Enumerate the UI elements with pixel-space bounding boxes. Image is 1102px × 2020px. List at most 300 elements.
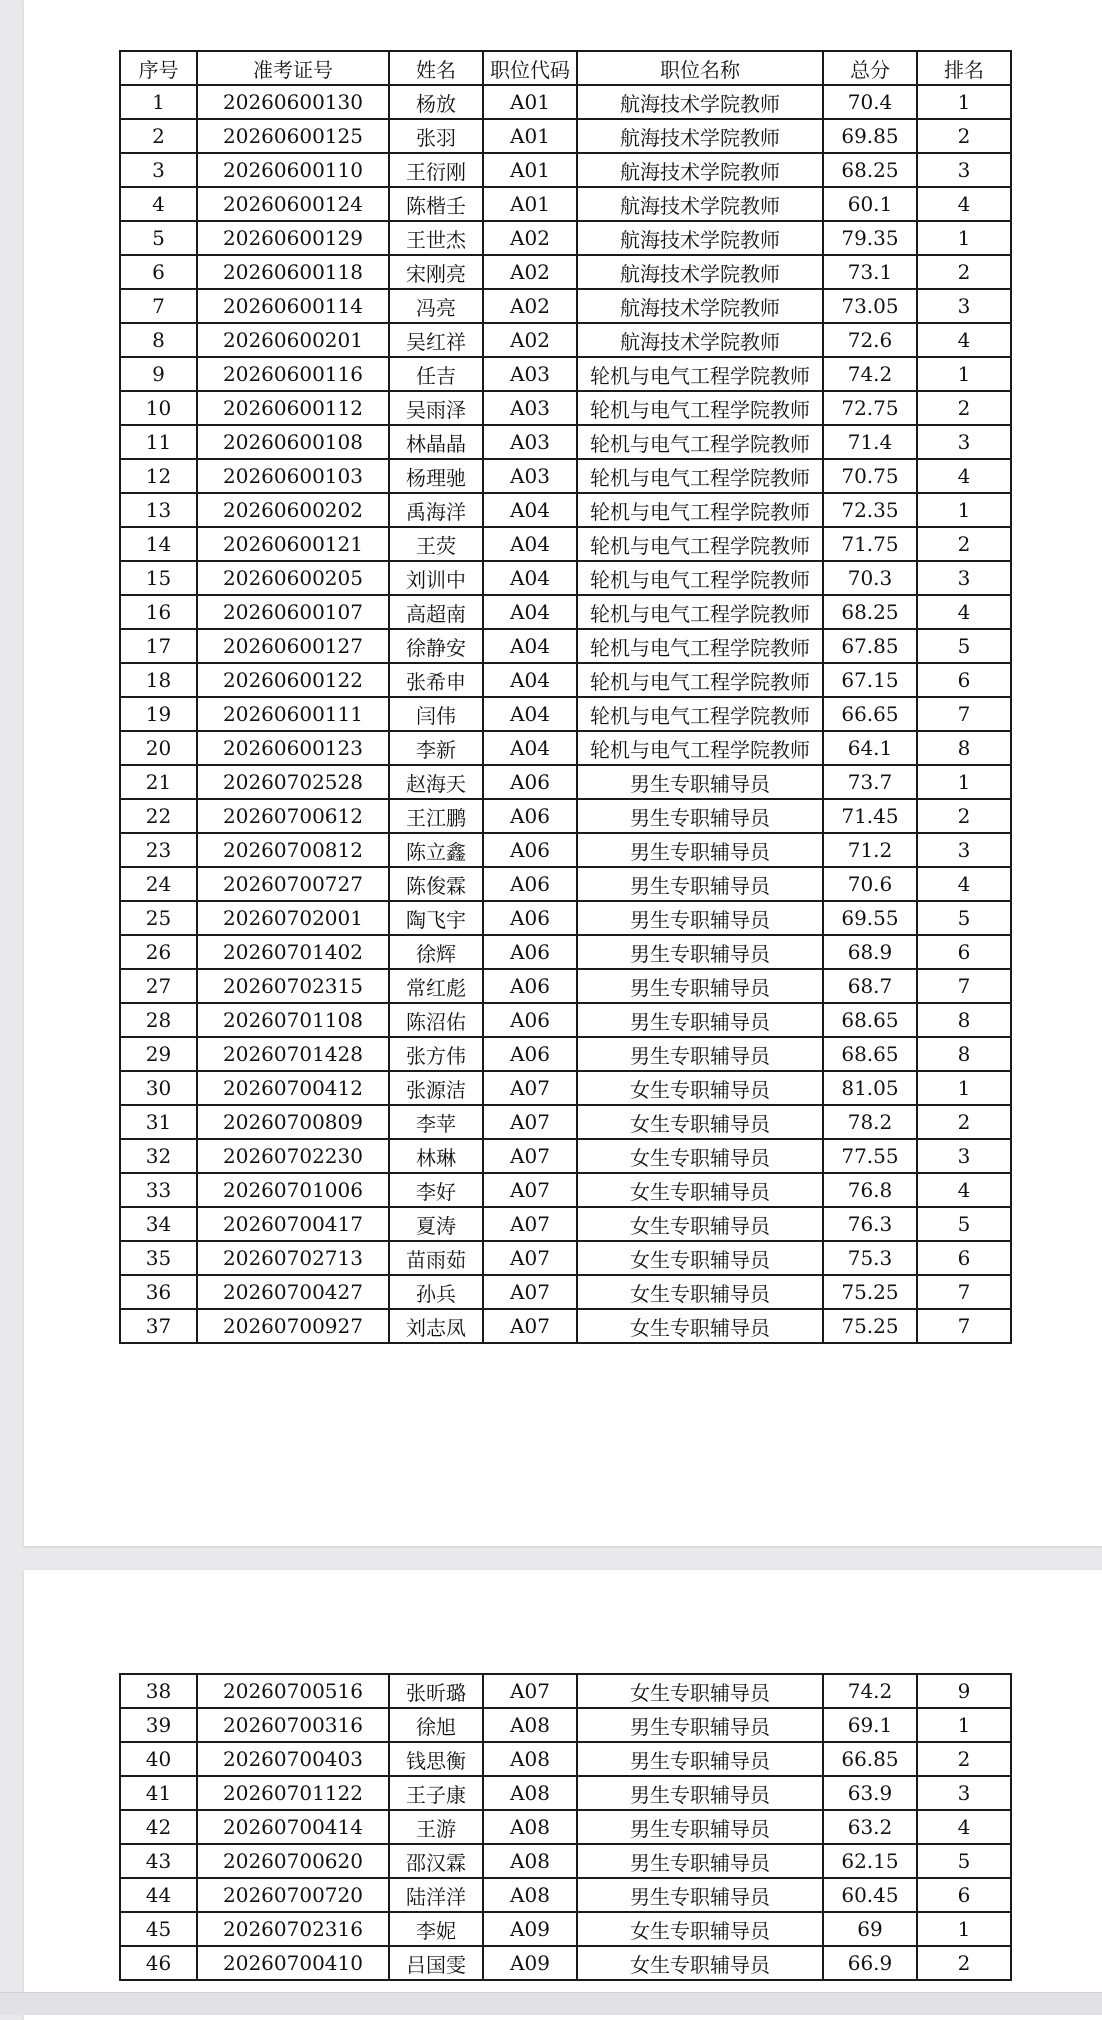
cell-rank: 8 <box>917 731 1011 765</box>
cell-index: 7 <box>120 289 197 323</box>
cell-exam-id: 20260600111 <box>197 697 389 731</box>
table-body <box>120 85 1011 1343</box>
cell-index: 8 <box>120 323 197 357</box>
cell-rank: 1 <box>917 1708 1011 1742</box>
cell-total-score: 70.75 <box>823 459 917 493</box>
cell-total-score: 71.75 <box>823 527 917 561</box>
table-row <box>120 1776 1011 1810</box>
cell-rank: 1 <box>917 357 1011 391</box>
table-row <box>120 663 1011 697</box>
cell-exam-id: 20260700612 <box>197 799 389 833</box>
cell-index: 31 <box>120 1105 197 1139</box>
cell-exam-id: 20260700427 <box>197 1275 389 1309</box>
cell-position-code: A07 <box>483 1309 577 1343</box>
score-table <box>119 50 1012 1344</box>
cell-exam-id: 20260702230 <box>197 1139 389 1173</box>
table-row <box>120 153 1011 187</box>
cell-index: 17 <box>120 629 197 663</box>
cell-index: 12 <box>120 459 197 493</box>
cell-position-name: 轮机与电气工程学院教师 <box>577 629 823 663</box>
table-row <box>120 867 1011 901</box>
cell-index: 27 <box>120 969 197 1003</box>
cell-name: 禹海洋 <box>389 493 483 527</box>
viewer-bottom-bar <box>0 1992 1102 2015</box>
cell-rank: 7 <box>917 969 1011 1003</box>
cell-rank: 3 <box>917 153 1011 187</box>
header-rank: 排名 <box>917 51 1011 85</box>
cell-name: 陆洋洋 <box>389 1878 483 1912</box>
cell-position-code: A06 <box>483 1037 577 1071</box>
cell-position-name: 轮机与电气工程学院教师 <box>577 391 823 425</box>
cell-index: 2 <box>120 119 197 153</box>
table-row <box>120 901 1011 935</box>
cell-position-name: 航海技术学院教师 <box>577 323 823 357</box>
cell-rank: 1 <box>917 221 1011 255</box>
cell-index: 23 <box>120 833 197 867</box>
cell-position-code: A08 <box>483 1810 577 1844</box>
table-row <box>120 731 1011 765</box>
cell-position-name: 男生专职辅导员 <box>577 1708 823 1742</box>
cell-position-code: A07 <box>483 1241 577 1275</box>
cell-index: 45 <box>120 1912 197 1946</box>
cell-position-code: A01 <box>483 153 577 187</box>
cell-exam-id: 20260701006 <box>197 1173 389 1207</box>
cell-name: 常红彪 <box>389 969 483 1003</box>
cell-rank: 6 <box>917 1241 1011 1275</box>
cell-total-score: 72.6 <box>823 323 917 357</box>
cell-position-code: A01 <box>483 85 577 119</box>
header-position-name: 职位名称 <box>577 51 823 85</box>
cell-position-code: A07 <box>483 1674 577 1708</box>
cell-rank: 5 <box>917 629 1011 663</box>
cell-exam-id: 20260700727 <box>197 867 389 901</box>
cell-index: 6 <box>120 255 197 289</box>
cell-index: 33 <box>120 1173 197 1207</box>
cell-position-code: A04 <box>483 561 577 595</box>
cell-position-code: A02 <box>483 289 577 323</box>
cell-total-score: 68.9 <box>823 935 917 969</box>
cell-total-score: 77.55 <box>823 1139 917 1173</box>
cell-position-name: 航海技术学院教师 <box>577 221 823 255</box>
table-row <box>120 833 1011 867</box>
cell-position-code: A01 <box>483 187 577 221</box>
cell-total-score: 68.65 <box>823 1003 917 1037</box>
cell-position-name: 男生专职辅导员 <box>577 901 823 935</box>
cell-position-code: A07 <box>483 1275 577 1309</box>
cell-index: 34 <box>120 1207 197 1241</box>
table-row <box>120 1139 1011 1173</box>
cell-rank: 3 <box>917 1139 1011 1173</box>
cell-rank: 3 <box>917 833 1011 867</box>
cell-name: 林琳 <box>389 1139 483 1173</box>
table-header-row <box>120 51 1011 85</box>
cell-rank: 2 <box>917 119 1011 153</box>
cell-rank: 1 <box>917 765 1011 799</box>
cell-rank: 7 <box>917 697 1011 731</box>
cell-exam-id: 20260600205 <box>197 561 389 595</box>
score-table-continued <box>119 1673 1012 1981</box>
cell-position-name: 轮机与电气工程学院教师 <box>577 697 823 731</box>
cell-total-score: 71.2 <box>823 833 917 867</box>
cell-position-name: 男生专职辅导员 <box>577 1844 823 1878</box>
cell-position-code: A04 <box>483 731 577 765</box>
cell-rank: 7 <box>917 1309 1011 1343</box>
cell-total-score: 66.9 <box>823 1946 917 1980</box>
cell-exam-id: 20260600130 <box>197 85 389 119</box>
cell-total-score: 73.7 <box>823 765 917 799</box>
cell-index: 40 <box>120 1742 197 1776</box>
cell-name: 陈立鑫 <box>389 833 483 867</box>
cell-position-code: A08 <box>483 1742 577 1776</box>
cell-total-score: 70.6 <box>823 867 917 901</box>
cell-total-score: 68.7 <box>823 969 917 1003</box>
cell-name: 宋刚亮 <box>389 255 483 289</box>
cell-total-score: 71.4 <box>823 425 917 459</box>
cell-total-score: 69.85 <box>823 119 917 153</box>
cell-index: 10 <box>120 391 197 425</box>
cell-exam-id: 20260700812 <box>197 833 389 867</box>
cell-name: 张希申 <box>389 663 483 697</box>
cell-total-score: 68.65 <box>823 1037 917 1071</box>
table-row <box>120 1173 1011 1207</box>
cell-exam-id: 20260700403 <box>197 1742 389 1776</box>
cell-position-name: 女生专职辅导员 <box>577 1105 823 1139</box>
table-row <box>120 357 1011 391</box>
document-page-2 <box>24 1570 1102 2020</box>
cell-position-name: 男生专职辅导员 <box>577 867 823 901</box>
cell-index: 18 <box>120 663 197 697</box>
cell-total-score: 60.45 <box>823 1878 917 1912</box>
table-row <box>120 1674 1011 1708</box>
table-row <box>120 323 1011 357</box>
cell-position-code: A03 <box>483 357 577 391</box>
cell-total-score: 75.25 <box>823 1275 917 1309</box>
cell-position-name: 航海技术学院教师 <box>577 153 823 187</box>
cell-exam-id: 20260600129 <box>197 221 389 255</box>
cell-position-name: 男生专职辅导员 <box>577 935 823 969</box>
cell-index: 30 <box>120 1071 197 1105</box>
cell-exam-id: 20260600107 <box>197 595 389 629</box>
cell-exam-id: 20260702316 <box>197 1912 389 1946</box>
cell-position-name: 轮机与电气工程学院教师 <box>577 493 823 527</box>
cell-position-name: 航海技术学院教师 <box>577 255 823 289</box>
cell-rank: 4 <box>917 867 1011 901</box>
cell-index: 46 <box>120 1946 197 1980</box>
cell-position-code: A06 <box>483 833 577 867</box>
cell-exam-id: 20260600124 <box>197 187 389 221</box>
cell-exam-id: 20260600202 <box>197 493 389 527</box>
cell-index: 20 <box>120 731 197 765</box>
cell-rank: 4 <box>917 1173 1011 1207</box>
cell-total-score: 75.25 <box>823 1309 917 1343</box>
cell-exam-id: 20260700720 <box>197 1878 389 1912</box>
cell-position-code: A07 <box>483 1173 577 1207</box>
cell-total-score: 70.3 <box>823 561 917 595</box>
cell-total-score: 74.2 <box>823 1674 917 1708</box>
cell-rank: 3 <box>917 1776 1011 1810</box>
table-row <box>120 935 1011 969</box>
cell-exam-id: 20260701428 <box>197 1037 389 1071</box>
table-row <box>120 1241 1011 1275</box>
cell-name: 王游 <box>389 1810 483 1844</box>
cell-rank: 4 <box>917 323 1011 357</box>
table-row <box>120 1309 1011 1343</box>
cell-rank: 1 <box>917 1912 1011 1946</box>
cell-rank: 4 <box>917 187 1011 221</box>
table-row <box>120 1275 1011 1309</box>
cell-total-score: 63.9 <box>823 1776 917 1810</box>
cell-exam-id: 20260600121 <box>197 527 389 561</box>
cell-total-score: 69.55 <box>823 901 917 935</box>
table-row <box>120 459 1011 493</box>
cell-exam-id: 20260600127 <box>197 629 389 663</box>
cell-position-name: 轮机与电气工程学院教师 <box>577 663 823 697</box>
cell-index: 28 <box>120 1003 197 1037</box>
cell-rank: 4 <box>917 595 1011 629</box>
cell-index: 35 <box>120 1241 197 1275</box>
cell-total-score: 63.2 <box>823 1810 917 1844</box>
cell-rank: 5 <box>917 1844 1011 1878</box>
cell-position-code: A01 <box>483 119 577 153</box>
cell-name: 林晶晶 <box>389 425 483 459</box>
cell-index: 32 <box>120 1139 197 1173</box>
cell-index: 16 <box>120 595 197 629</box>
cell-index: 13 <box>120 493 197 527</box>
cell-total-score: 69.1 <box>823 1708 917 1742</box>
cell-position-name: 轮机与电气工程学院教师 <box>577 561 823 595</box>
cell-position-code: A02 <box>483 255 577 289</box>
cell-position-code: A06 <box>483 765 577 799</box>
cell-index: 11 <box>120 425 197 459</box>
cell-position-name: 航海技术学院教师 <box>577 85 823 119</box>
cell-rank: 3 <box>917 289 1011 323</box>
cell-position-code: A06 <box>483 935 577 969</box>
cell-exam-id: 20260600110 <box>197 153 389 187</box>
cell-rank: 8 <box>917 1037 1011 1071</box>
cell-index: 1 <box>120 85 197 119</box>
table-row <box>120 1037 1011 1071</box>
cell-position-code: A03 <box>483 459 577 493</box>
cell-position-code: A04 <box>483 493 577 527</box>
cell-total-score: 64.1 <box>823 731 917 765</box>
header-index: 序号 <box>120 51 197 85</box>
cell-total-score: 67.85 <box>823 629 917 663</box>
cell-position-code: A07 <box>483 1071 577 1105</box>
cell-position-code: A08 <box>483 1708 577 1742</box>
cell-rank: 1 <box>917 1071 1011 1105</box>
cell-name: 张源洁 <box>389 1071 483 1105</box>
cell-name: 高超南 <box>389 595 483 629</box>
cell-position-name: 男生专职辅导员 <box>577 799 823 833</box>
cell-total-score: 60.1 <box>823 187 917 221</box>
cell-rank: 6 <box>917 935 1011 969</box>
cell-position-code: A08 <box>483 1844 577 1878</box>
cell-exam-id: 20260700316 <box>197 1708 389 1742</box>
cell-index: 43 <box>120 1844 197 1878</box>
cell-total-score: 74.2 <box>823 357 917 391</box>
table-row <box>120 1071 1011 1105</box>
cell-index: 9 <box>120 357 197 391</box>
cell-exam-id: 20260701402 <box>197 935 389 969</box>
cell-name: 杨理驰 <box>389 459 483 493</box>
table-row <box>120 85 1011 119</box>
table-row <box>120 1912 1011 1946</box>
cell-name: 张昕璐 <box>389 1674 483 1708</box>
cell-name: 冯亮 <box>389 289 483 323</box>
cell-index: 37 <box>120 1309 197 1343</box>
table-row <box>120 1003 1011 1037</box>
table-row <box>120 1105 1011 1139</box>
cell-total-score: 76.8 <box>823 1173 917 1207</box>
cell-total-score: 73.1 <box>823 255 917 289</box>
cell-index: 21 <box>120 765 197 799</box>
table-row <box>120 799 1011 833</box>
cell-position-name: 男生专职辅导员 <box>577 1878 823 1912</box>
cell-index: 3 <box>120 153 197 187</box>
header-exam-id: 准考证号 <box>197 51 389 85</box>
cell-total-score: 79.35 <box>823 221 917 255</box>
cell-total-score: 75.3 <box>823 1241 917 1275</box>
cell-rank: 3 <box>917 561 1011 595</box>
cell-exam-id: 20260600118 <box>197 255 389 289</box>
table-row <box>120 1844 1011 1878</box>
cell-rank: 5 <box>917 901 1011 935</box>
cell-total-score: 67.15 <box>823 663 917 697</box>
cell-name: 吴红祥 <box>389 323 483 357</box>
cell-name: 张羽 <box>389 119 483 153</box>
cell-position-code: A06 <box>483 901 577 935</box>
cell-position-name: 航海技术学院教师 <box>577 187 823 221</box>
cell-total-score: 76.3 <box>823 1207 917 1241</box>
cell-index: 4 <box>120 187 197 221</box>
cell-position-code: A04 <box>483 527 577 561</box>
table-row <box>120 765 1011 799</box>
cell-name: 苗雨茹 <box>389 1241 483 1275</box>
header-name: 姓名 <box>389 51 483 85</box>
cell-position-code: A06 <box>483 867 577 901</box>
cell-position-code: A06 <box>483 969 577 1003</box>
cell-exam-id: 20260600114 <box>197 289 389 323</box>
cell-exam-id: 20260702713 <box>197 1241 389 1275</box>
cell-index: 26 <box>120 935 197 969</box>
table-row <box>120 1878 1011 1912</box>
cell-name: 刘志凤 <box>389 1309 483 1343</box>
cell-position-code: A03 <box>483 425 577 459</box>
cell-rank: 5 <box>917 1207 1011 1241</box>
cell-index: 42 <box>120 1810 197 1844</box>
cell-name: 徐辉 <box>389 935 483 969</box>
cell-position-name: 轮机与电气工程学院教师 <box>577 595 823 629</box>
cell-name: 孙兵 <box>389 1275 483 1309</box>
header-position-code: 职位代码 <box>483 51 577 85</box>
cell-name: 王子康 <box>389 1776 483 1810</box>
cell-rank: 4 <box>917 459 1011 493</box>
cell-exam-id: 20260600201 <box>197 323 389 357</box>
cell-position-name: 男生专职辅导员 <box>577 1810 823 1844</box>
cell-name: 徐旭 <box>389 1708 483 1742</box>
table-row <box>120 1946 1011 1980</box>
cell-index: 44 <box>120 1878 197 1912</box>
cell-position-code: A02 <box>483 221 577 255</box>
cell-exam-id: 20260700809 <box>197 1105 389 1139</box>
table-row <box>120 969 1011 1003</box>
cell-index: 22 <box>120 799 197 833</box>
cell-name: 杨放 <box>389 85 483 119</box>
cell-index: 29 <box>120 1037 197 1071</box>
cell-name: 李好 <box>389 1173 483 1207</box>
cell-total-score: 69 <box>823 1912 917 1946</box>
cell-position-name: 女生专职辅导员 <box>577 1071 823 1105</box>
cell-position-name: 男生专职辅导员 <box>577 1037 823 1071</box>
cell-index: 38 <box>120 1674 197 1708</box>
cell-position-code: A08 <box>483 1776 577 1810</box>
cell-position-name: 女生专职辅导员 <box>577 1207 823 1241</box>
cell-position-name: 轮机与电气工程学院教师 <box>577 425 823 459</box>
cell-position-code: A07 <box>483 1207 577 1241</box>
document-page-1 <box>24 0 1102 1546</box>
cell-exam-id: 20260600108 <box>197 425 389 459</box>
cell-name: 李苹 <box>389 1105 483 1139</box>
table-row <box>120 629 1011 663</box>
cell-total-score: 72.75 <box>823 391 917 425</box>
table-row <box>120 289 1011 323</box>
cell-rank: 7 <box>917 1275 1011 1309</box>
cell-rank: 2 <box>917 1105 1011 1139</box>
cell-index: 25 <box>120 901 197 935</box>
cell-name: 闫伟 <box>389 697 483 731</box>
cell-total-score: 68.25 <box>823 595 917 629</box>
table-row <box>120 595 1011 629</box>
cell-total-score: 66.85 <box>823 1742 917 1776</box>
table-row <box>120 1810 1011 1844</box>
cell-name: 李新 <box>389 731 483 765</box>
cell-rank: 2 <box>917 1742 1011 1776</box>
cell-total-score: 68.25 <box>823 153 917 187</box>
cell-position-code: A07 <box>483 1105 577 1139</box>
cell-position-code: A09 <box>483 1912 577 1946</box>
cell-position-name: 女生专职辅导员 <box>577 1241 823 1275</box>
cell-position-name: 男生专职辅导员 <box>577 1003 823 1037</box>
cell-name: 李妮 <box>389 1912 483 1946</box>
cell-rank: 6 <box>917 1878 1011 1912</box>
cell-rank: 2 <box>917 799 1011 833</box>
cell-rank: 6 <box>917 663 1011 697</box>
cell-position-name: 航海技术学院教师 <box>577 289 823 323</box>
cell-rank: 4 <box>917 1810 1011 1844</box>
cell-name: 徐静安 <box>389 629 483 663</box>
cell-position-name: 男生专职辅导员 <box>577 1776 823 1810</box>
cell-name: 张方伟 <box>389 1037 483 1071</box>
cell-position-name: 男生专职辅导员 <box>577 765 823 799</box>
cell-position-name: 女生专职辅导员 <box>577 1309 823 1343</box>
table-row <box>120 493 1011 527</box>
cell-exam-id: 20260701122 <box>197 1776 389 1810</box>
cell-exam-id: 20260702315 <box>197 969 389 1003</box>
cell-exam-id: 20260702001 <box>197 901 389 935</box>
cell-position-name: 女生专职辅导员 <box>577 1275 823 1309</box>
cell-position-name: 女生专职辅导员 <box>577 1674 823 1708</box>
cell-rank: 2 <box>917 255 1011 289</box>
cell-index: 19 <box>120 697 197 731</box>
cell-position-code: A06 <box>483 799 577 833</box>
cell-exam-id: 20260701108 <box>197 1003 389 1037</box>
table-row <box>120 527 1011 561</box>
cell-position-name: 轮机与电气工程学院教师 <box>577 357 823 391</box>
cell-name: 陈沼佑 <box>389 1003 483 1037</box>
cell-total-score: 71.45 <box>823 799 917 833</box>
cell-position-name: 男生专职辅导员 <box>577 1742 823 1776</box>
table-row <box>120 1708 1011 1742</box>
